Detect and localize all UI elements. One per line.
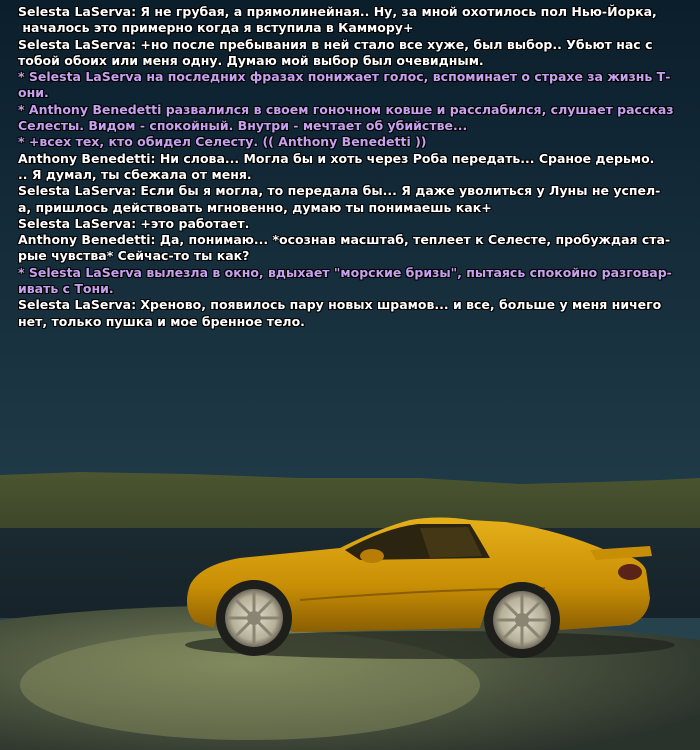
chat-line: началось это примерно когда я вступила в Каммору+ (18, 20, 414, 36)
chat-line: они. (18, 85, 49, 101)
chat-line: * Selesta LaServa вылезла в окно, вдыхает "морские бризы", пытаясь спокойно разговар- (18, 264, 672, 280)
chat-line: Anthony Benedetti: Ни слова... Могла бы и хоть через Роба передать... Сраное дерьмо. (18, 150, 655, 166)
chat-line: Selesta LaServa: Я не грубая, а прямолинейная.. Ну, за мной охотилось пол Нью-Йорка, (18, 4, 657, 19)
chat-line: тобой обоих или меня одну. Думаю мой выбор был очевидным. (18, 52, 484, 68)
chat-line: Selesta LaServa: Хреново, появилось пару новых шрамов... и все, больше у меня ничего (18, 297, 662, 313)
chat-line: Selesta LaServa: Если бы я могла, то передала бы... Я даже уволиться у Луны не успел- (18, 183, 661, 199)
chat-line: * +всех тех, кто обидел Селесту. (( Anthony Benedetti )) (18, 134, 427, 150)
chat-line: * Anthony Benedetti развалился в своем гоночном ковше и расслабился, слушает рассказ (18, 101, 674, 117)
chat-line: Селесты. Видом - спокойный. Внутри - мечтает об убийстве... (18, 118, 468, 134)
chat-line: Selesta LaServa: +это работает. (18, 215, 250, 231)
chat-line: Selesta LaServa: +но после пребывания в ней стало все хуже, был выбор.. Убьют нас с (18, 36, 653, 52)
chat-log (18, 4, 690, 330)
chat-line: рые чувства* Сейчас-то ты как? (18, 248, 250, 264)
chat-line: .. Я думал, ты сбежала от меня. (18, 166, 252, 182)
chat-line: * Selesta LaServa на последних фразах понижает голос, вспоминает о страхе за жизнь Т- (18, 69, 671, 85)
chat-line: ивать с Тони. (18, 281, 114, 297)
chat-line: а, пришлось действовать мгновенно, думаю ты понимаешь как+ (18, 199, 492, 215)
chat-line: нет, только пушка и мое бренное тело. (18, 313, 305, 329)
chat-line: Anthony Benedetti: Да, понимаю... *осознав масштаб, теплеет к Селесте, пробуждая ста- (18, 232, 671, 248)
